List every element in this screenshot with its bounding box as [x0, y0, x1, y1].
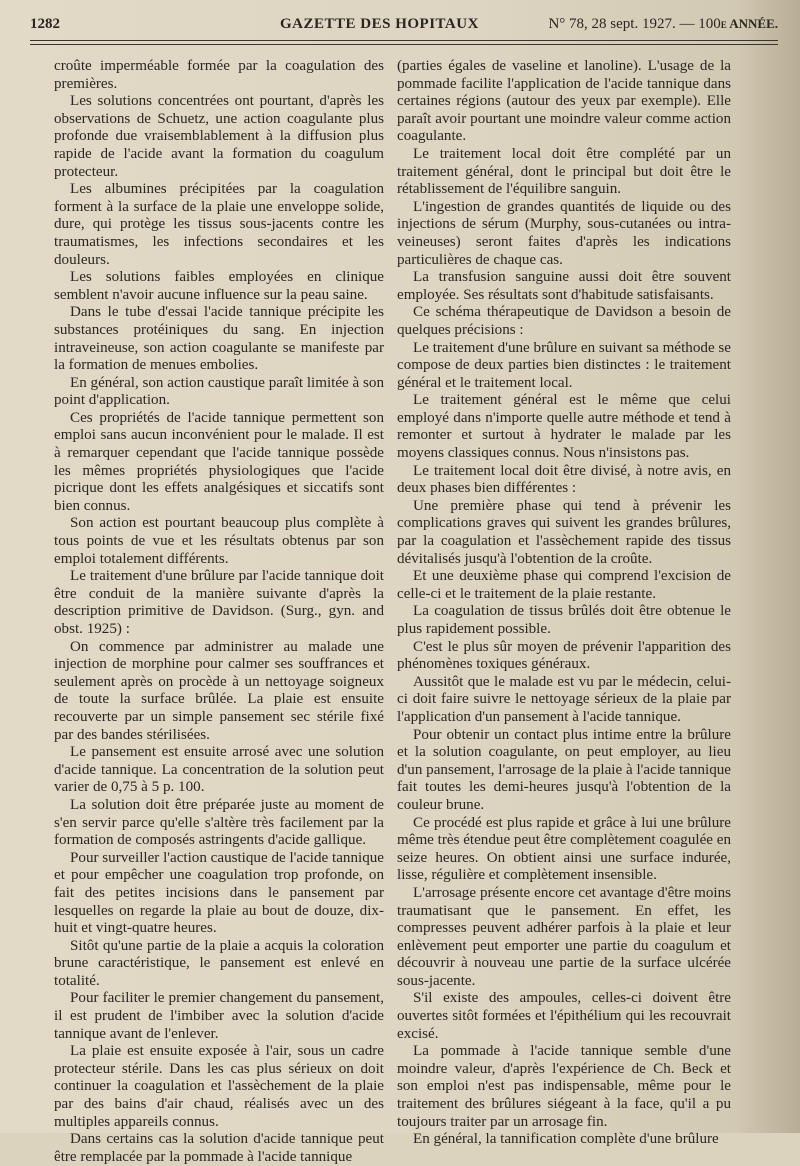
- paragraph: Dans certains cas la solution d'acide tannique peut être remplacée par la pommade à l'acide tannique: [54, 1131, 384, 1165]
- paragraph: En général, la tannification complète d'une brûlure: [413, 1131, 719, 1148]
- paragraph: Ce procédé est plus rapide et grâce à lui une brûlure même très étendue peut être complètement coagulée en seize heures. On obtient ainsi une surface indurée, lisse, régulière et complètement insensible.: [397, 814, 732, 884]
- paragraph: La coagulation de tissus brûlés doit être obtenue le plus rapidement possible.: [397, 603, 731, 637]
- paragraph: Pour surveiller l'action caustique de l'acide tannique et pour empêcher une coagulation trop profonde, on fait des petites incisions dans le pansement par lesquelles on regarde la plaie au bout de douze, dix-huit et vingt-quatre heures.: [54, 849, 384, 937]
- paragraph: Sitôt qu'une partie de la plaie a acquis la coloration brune caractéristique, le pansement est enlevé en totalité.: [54, 937, 384, 989]
- paragraph: Le traitement général est le même que celui employé dans n'importe quelle autre méthode et tend à remonter et surtout à hydrater le malade par les moyens classiques connus. Nous n'insistons pas.: [397, 392, 731, 462]
- left-column: [54, 58, 384, 1166]
- paragraph: Pour obtenir un contact plus intime entre la brûlure et la solution coagulante, on peut employer, au lieu d'un pansement, l'arrosage de la plaie à l'acide tannique fait toutes les demi-heures jusqu'à l'obtention de la couleur brune.: [397, 726, 731, 813]
- paragraph: L'ingestion de grandes quantités de liquide ou des injections de sérum (Murphy, sous-cutanées ou intra-veineuses) seront faites d'après les indications particulières de chaque cas.: [397, 198, 731, 268]
- paragraph: Dans le tube d'essai l'acide tannique précipite les substances protéiniques du sang. En injection intraveineuse, son action coagulante se manifeste par la formation de menues embolies.: [54, 304, 384, 374]
- paragraph: Le traitement d'une brûlure par l'acide tannique doit être conduit de la manière suivante d'après la description primitive de Davidson. (Surg., gyn. and obst. 1925) :: [54, 568, 384, 637]
- paragraph: Son action est pourtant beaucoup plus complète à tous points de vue et les résultats obtenus par son emploi totalement différents.: [54, 515, 384, 567]
- paragraph: Ces propriétés de l'acide tannique permettent son emploi sans aucun inconvénient pour le malade. Il est à remarquer cependant que l'acide tannique possède les mêmes propriétés physiologiques que l'acide picrique dont les effets analgésiques et siccatifs sont bien connus.: [54, 409, 384, 514]
- paragraph: C'est le plus sûr moyen de prévenir l'apparition des phénomènes toxiques généraux.: [397, 638, 731, 673]
- paragraph: Aussitôt que le malade est vu par le médecin, celui-ci doit faire suivre le nettoyage sérieux de la plaie par l'application d'un pansement à l'acide tannique.: [397, 673, 731, 725]
- header-rule-bottom: [30, 44, 778, 45]
- paragraph: La solution doit être préparée juste au moment de s'en servir parce qu'elle s'altère très facilement par la formation de composés astringents d'acide gallique.: [54, 796, 384, 849]
- paragraph: Les albumines précipitées par la coagulation forment à la surface de la plaie une enveloppe solide, dure, qui protège les tissus sous-jacents contre les traumatismes, les infections secondaires et les douleurs.: [54, 181, 384, 268]
- paragraph: Et une deuxième phase qui comprend l'excision de celle-ci et le traitement de la plaie restante.: [397, 568, 731, 602]
- page-header: [30, 16, 778, 38]
- paragraph: On commence par administrer au malade une injection de morphine pour calmer ses souffrances et seulement après on procède à un nettoyage soigneux de toute la surface brûlée. La plaie est ensuite recouverte par un simple pansement sec stérile fixé par des bandes stérilisées.: [54, 638, 384, 743]
- paragraph: (parties égales de vaseline et lanoline). L'usage de la pommade facilite l'application de l'acide tannique dans certaines régions (autour des yeux par exemple). Elle paraît avoir pourtant une moindre valeur comme action coagulante.: [397, 58, 731, 145]
- publication-title: GAZETTE DES HOPITAUX: [280, 16, 479, 32]
- paragraph: Le traitement local doit être complété par un traitement général, dont le principal but doit être le rétablissement de l'équilibre sanguin.: [397, 145, 731, 198]
- paragraph: S'il existe des ampoules, celles-ci doivent être ouvertes sitôt formées et l'épithélium qui les recouvrait excisé.: [397, 990, 731, 1042]
- paragraph: croûte imperméable formée par la coagulation des premières.: [54, 58, 384, 92]
- right-column: [397, 58, 731, 1149]
- paragraph: Le pansement est ensuite arrosé avec une solution d'acide tannique. La concentration de la solution peut varier de 0,75 à 5 p. 100.: [54, 744, 384, 796]
- page-number: 1282: [30, 16, 60, 32]
- paragraph: La transfusion sanguine aussi doit être souvent employée. Ses résultats sont d'habitude satisfaisants.: [397, 269, 731, 303]
- paragraph: Une première phase qui tend à prévenir les complications graves qui suivent les grandes brûlures, par la coagulation et l'assèchement rapide des tissus dévitalisés jusqu'à l'obtention de la croûte.: [397, 497, 731, 567]
- issue-date: N° 78, 28 sept. 1927. — 100: [548, 16, 721, 32]
- paragraph: La plaie est ensuite exposée à l'air, sous un cadre protecteur stérile. Dans les cas plus sérieux on doit continuer la coagulation et l'assèchement de la plaie par des bains d'air chaud, réalisés avec un des multiples appareils connus.: [54, 1043, 384, 1130]
- paragraph: La pommade à l'acide tannique semble d'une moindre valeur, d'après l'expérience de Ch. Beck et son emploi n'est pas indispensable, même pour le traitement des brûlures siégeant à la face, qu'il a pu toujours traiter par un arrosage fin.: [397, 1043, 731, 1130]
- paragraph: Ce schéma thérapeutique de Davidson a besoin de quelques précisions :: [397, 304, 731, 338]
- paragraph: Les solutions faibles employées en clinique semblent n'avoir aucune influence sur la peau saine.: [54, 269, 384, 303]
- paragraph: En général, son action caustique paraît limitée à son point d'application.: [54, 374, 384, 409]
- issue-year-suffix: e ANNÉE.: [720, 16, 778, 31]
- paragraph: Pour faciliter le premier changement du pansement, il est prudent de l'imbiber avec la solution d'acide tannique avant de l'enlever.: [54, 990, 384, 1042]
- issue-info: [548, 16, 778, 33]
- paragraph: Les solutions concentrées ont pourtant, d'après les observations de Schuetz, une action coagulante plus profonde due vraisemblablement à la diffusion plus rapide de l'acide avant la formation du coagulum protecteur.: [54, 93, 384, 180]
- header-rule-top: [30, 40, 778, 41]
- paragraph: L'arrosage présente encore cet avantage d'être moins traumatisant que le pansement. En effet, les compresses peuvent adhérer parfois à la plaie et leur enlèvement peut emporter une partie du coagulum et découvrir à nouveau une partie de la surface ulcérée sous-jacente.: [397, 884, 731, 989]
- paragraph: Le traitement d'une brûlure en suivant sa méthode se compose de deux parties bien distinctes : le traitement général et le traitement local.: [397, 339, 731, 391]
- paragraph: Le traitement local doit être divisé, à notre avis, en deux phases bien différentes :: [397, 462, 731, 497]
